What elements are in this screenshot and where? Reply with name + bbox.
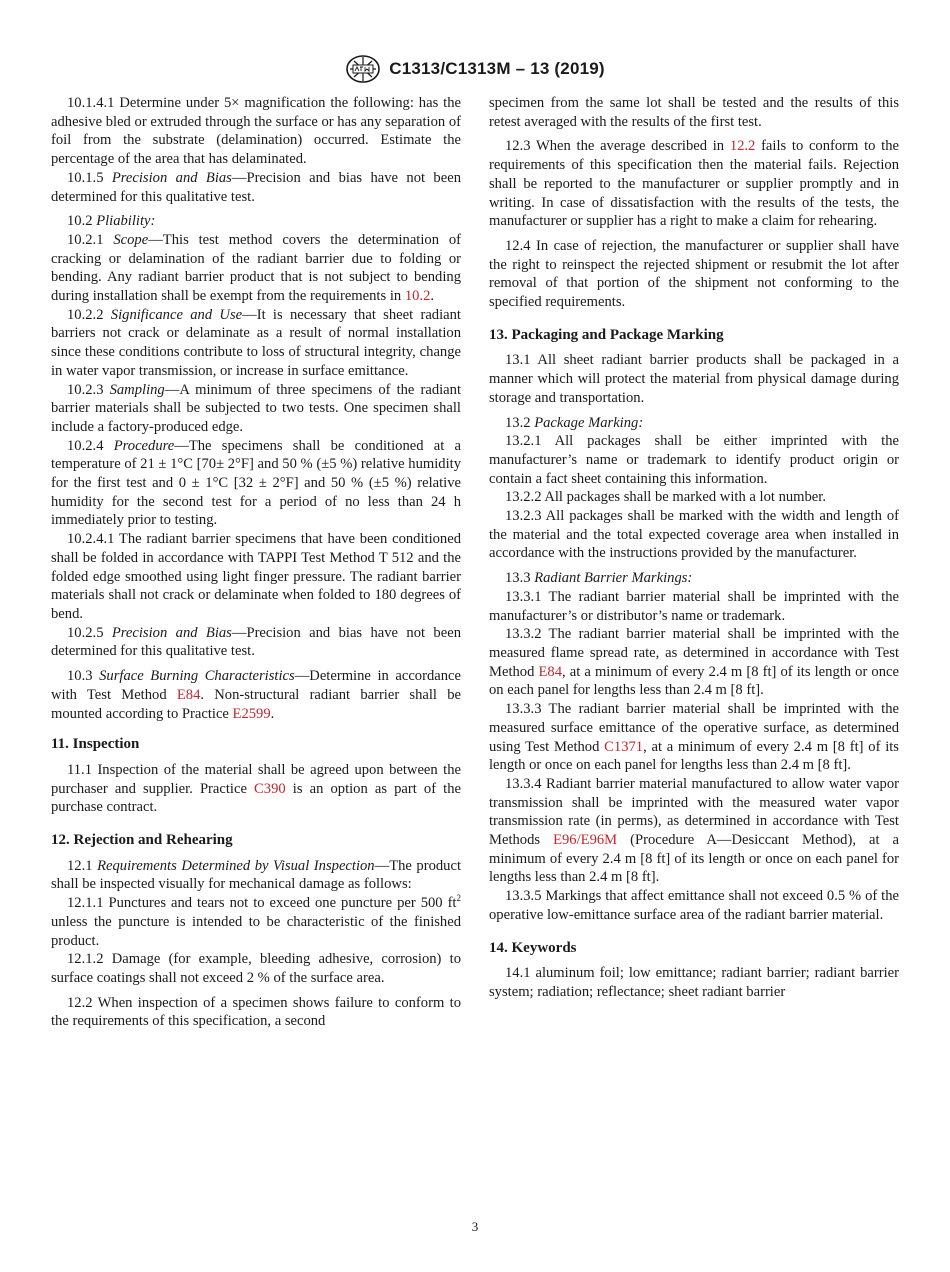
left-column	[51, 94, 461, 1031]
paragraph-12-2-cont: specimen from the same lot shall be tested and the results of this retest averaged with the results of the first test.	[489, 95, 899, 130]
link-e96[interactable]: E96/E96M	[553, 832, 618, 849]
document-id: C1313/C1313M – 13 (2019)	[389, 59, 605, 78]
paragraph-13-1: 13.1 All sheet radiant barrier products shall be packaged in a manner which will protect the material from physical damage during storage and transportation.	[489, 352, 899, 406]
paragraph-10-2-4-1: 10.2.4.1 The radiant barrier specimens that have been conditioned shall be folded in accordance with TAPPI Test Method T 512 and the folded edge smoothed using light finger pressure. The radiant barrier materials shall not crack or delaminate when folded to 180 degrees of bend.	[51, 531, 461, 622]
paragraph-13-3-3: 13.3.3 The radiant barrier material shall be imprinted with the measured surface emittance of the operative surface, as determined using Test Method C1371, at a minimum of every 2.4 m [8 ft] of its length or once on each panel for lengths less than 2.4 m [8 ft].	[489, 701, 899, 774]
paragraph-10-2-1: 10.2.1 Scope—This test method covers the determination of cracking or delamination of the radiant barrier due to folding or bending. Any radiant barrier product that is not subject to bending during installation shall be exempt from the requirements in 10.2.	[51, 231, 462, 305]
paragraph-13-3-2: 13.3.2 The radiant barrier material shall be imprinted with the measured flame spread rate, as determined in accordance with Test Method E84, at a minimum of every 2.4 m [8 ft] of its length or once on each panel for lengths less than 2.4 m [8 ft].	[489, 626, 899, 699]
heading-rejection: 12. Rejection and Rehearing	[51, 832, 233, 849]
paragraph-10-2-4: 10.2.4 Procedure—The specimens shall be conditioned at a temperature of 21 ± 1°C [70± 2°F] and 50 % (±5 %) relative humidity for the first test and 0 ± 1°C [32 ± 2°F] and 50 % (±5 %) relative humidity for the second test for a period of no less than 24 h immediately prior to testing.	[51, 437, 461, 529]
paragraph-13-2: 13.2 Package Marking:	[505, 414, 644, 431]
astm-logo-icon	[345, 54, 381, 84]
paragraph-10-1-4-1: 10.1.4.1 Determine under 5× magnification the following: has the adhesive bled or extruded through the surface or has any separation of foil from the substrate (delamination) occurred. Estimate the percentage of the area that has delaminated.	[51, 95, 461, 168]
paragraph-13-3-1: 13.3.1 The radiant barrier material shall be imprinted with the manufacturer’s or distributor’s name or trademark.	[489, 588, 899, 624]
heading-keywords: 14. Keywords	[489, 939, 577, 956]
paragraph-13-2-3: 13.2.3 All packages shall be marked with the width and length of the material and the total expected coverage area when installed in accordance with the instructions provided by the manufacturer.	[489, 508, 899, 562]
link-c390[interactable]: C390	[254, 780, 286, 797]
page-number: 3	[471, 1219, 479, 1234]
link-e2599[interactable]: E2599	[232, 705, 271, 722]
paragraph-13-3-4: 13.3.4 Radiant barrier material manufactured to allow water vapor transmission shall be imprinted with the measured water vapor transmission rate (in perms), as determined in accordance with Test Methods E96/E96M (Procedure A—Desiccant Method), at a minimum of every 2.4 m [8 ft] of its length or once on each panel for lengths less than 2.4 m [8 ft].	[489, 775, 899, 886]
heading-inspection: 11. Inspection	[51, 736, 140, 753]
paragraph-14-1: 14.1 aluminum foil; low emittance; radiant barrier; radiant barrier system; radiation; reflectance; sheet radiant barrier	[489, 965, 899, 1000]
right-column	[489, 94, 899, 1002]
paragraph-13-2-2: 13.2.2 All packages shall be marked with a lot number.	[505, 489, 826, 506]
paragraph-11-1: 11.1 Inspection of the material shall be agreed upon between the purchaser and supplier. Practice C390 is an option as part of the purchase contract.	[51, 761, 461, 816]
paragraph-10-3: 10.3 Surface Burning Characteristics—Determine in accordance with Test Method E84. Non-structural radiant barrier shall be mounted according to Practice E2599.	[51, 668, 461, 722]
paragraph-12-4: 12.4 In case of rejection, the manufacturer or supplier shall have the right to reinspect the rejected shipment or resubmit the lot after removal of that portion of the shipment not conforming to the specified requirements.	[489, 237, 899, 311]
link-12-2[interactable]: 12.2	[729, 138, 756, 155]
link-10-2[interactable]: 10.2	[404, 288, 431, 305]
link-e84-right[interactable]: E84	[538, 663, 563, 680]
paragraph-10-2-2: 10.2.2 Significance and Use—It is necessary that sheet radiant barriers not crack or delaminate as a result of normal installation since these conditions contribute to loss of structural integrity, change in water vapor transmission, or increase in surface emittance.	[51, 306, 461, 379]
paragraph-13-3-5: 13.3.5 Markings that affect emittance shall not exceed 0.5 % of the operative low-emittance surface area of the radiant barrier material.	[489, 888, 899, 923]
paragraph-12-1-2: 12.1.2 Damage (for example, bleeding adhesive, corrosion) to surface coatings shall not exceed 2 % of the surface area.	[51, 951, 461, 986]
paragraph-12-2: 12.2 When inspection of a specimen shows failure to conform to the requirements of this specification, a second	[51, 994, 461, 1030]
link-c1371[interactable]: C1371	[604, 738, 644, 755]
paragraph-12-1-1: 12.1.1 Punctures and tears not to exceed one puncture per 500 $ft^2$ unless the puncture is intended to be characteristic of the finished product.	[51, 893, 461, 949]
page-header	[0, 52, 950, 86]
link-e84[interactable]: E84	[176, 686, 201, 703]
paragraph-12-1: 12.1 Requirements Determined by Visual Inspection—The product shall be inspected visually for mechanical damage as follows:	[51, 857, 462, 893]
paragraph-10-1-5: 10.1.5 Precision and Bias—Precision and bias have not been determined for this qualitative test.	[51, 169, 461, 205]
paragraph-10-2: 10.2 Pliability:	[67, 213, 156, 230]
paragraph-10-2-3: 10.2.3 Sampling—A minimum of three specimens of the radiant barrier materials shall be subjected to two tests. One specimen shall include a factory-produced edge.	[51, 381, 461, 435]
heading-packaging: 13. Packaging and Package Marking	[489, 326, 724, 343]
paragraph-13-2-1: 13.2.1 All packages shall be either imprinted with the manufacturer’s name or trademark to identify product origin or contain a fact sheet containing this information.	[489, 433, 899, 487]
paragraph-13-3: 13.3 Radiant Barrier Markings:	[505, 570, 693, 587]
paragraph-12-3: 12.3 When the average described in 12.2 fails to conform to the requirements of this specification then the material fails. Rejection shall be reported to the manufacturer or supplier promptly and in writing. In case of dissatisfaction with the results of the tests, the manufacturer or supplier has a right to make a claim for rehearing.	[489, 138, 899, 230]
paragraph-10-2-5: 10.2.5 Precision and Bias—Precision and bias have not been determined for this qualitative test.	[51, 624, 461, 660]
